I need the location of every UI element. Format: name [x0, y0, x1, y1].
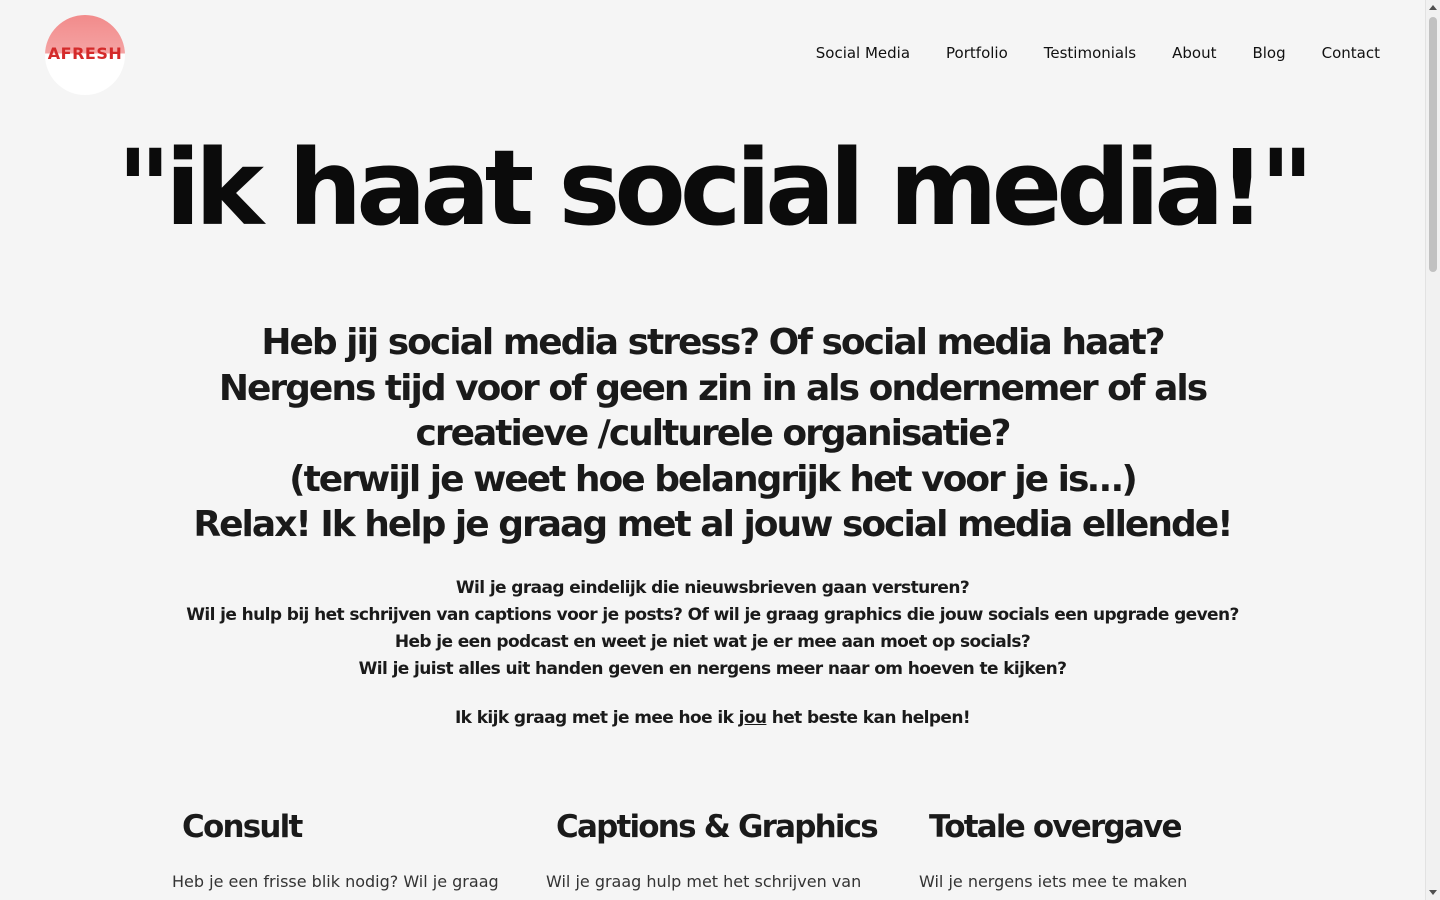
help-line-link[interactable]: jou	[738, 708, 767, 728]
service-consult	[172, 806, 512, 896]
service-text: Wil je graag hulp met het schrijven van	[546, 872, 862, 891]
service-totale-overgave	[919, 806, 1259, 896]
subhead-line: Relax! Ik help je graag met al jouw social media ellende!	[193, 504, 1232, 545]
service-title: Totale overgave	[929, 809, 1181, 845]
scroll-up-arrow-icon[interactable]	[1429, 5, 1437, 10]
scroll-thumb[interactable]	[1429, 17, 1437, 272]
main-nav	[780, 44, 1380, 62]
questions-block	[0, 575, 1425, 683]
subhead-line: creatieve /culturele organisatie?	[415, 413, 1010, 454]
nav-contact[interactable]: Contact	[1321, 44, 1380, 62]
service-text: Wil je nergens iets mee te maken	[919, 872, 1188, 891]
service-title: Consult	[182, 809, 302, 845]
nav-about[interactable]: About	[1172, 44, 1217, 62]
help-line	[0, 708, 1425, 728]
help-line-after: het beste kan helpen!	[766, 708, 971, 728]
service-captions-graphics	[546, 806, 886, 896]
logo-text: AFRESH	[47, 44, 123, 63]
question-line: Wil je juist alles uit handen geven en nergens meer naar om hoeven te kijken?	[358, 659, 1067, 679]
hero-subhead	[0, 320, 1425, 548]
question-line: Wil je graag eindelijk die nieuwsbrieven gaan versturen?	[455, 578, 970, 598]
nav-social-media[interactable]: Social Media	[815, 44, 911, 62]
logo[interactable]	[45, 15, 125, 95]
nav-testimonials[interactable]: Testimonials	[1043, 44, 1137, 62]
subhead-line: Heb jij social media stress? Of social media haat?	[261, 322, 1164, 363]
subhead-line: Nergens tijd voor of geen zin in als ondernemer of als	[218, 367, 1207, 409]
service-text: Heb je een frisse blik nodig? Wil je graag	[172, 872, 499, 891]
hero-title: "ik haat social media!"	[117, 127, 1308, 249]
scrollbar[interactable]	[1425, 0, 1440, 900]
nav-portfolio[interactable]: Portfolio	[946, 44, 1008, 62]
question-line: Wil je hulp bij het schrijven van captions voor je posts? Of wil je graag graphics die jouw socials een upgrade geven?	[186, 605, 1239, 625]
nav-blog[interactable]: Blog	[1252, 44, 1286, 62]
subhead-line: (terwijl je weet hoe belangrijk het voor je is…)	[289, 458, 1136, 500]
scroll-down-arrow-icon[interactable]	[1429, 890, 1437, 895]
question-line: Heb je een podcast en weet je niet wat je er mee aan moet op socials?	[394, 632, 1031, 652]
help-line-before: Ik kijk graag met je mee hoe ik	[454, 708, 739, 728]
service-title: Captions & Graphics	[556, 809, 877, 845]
